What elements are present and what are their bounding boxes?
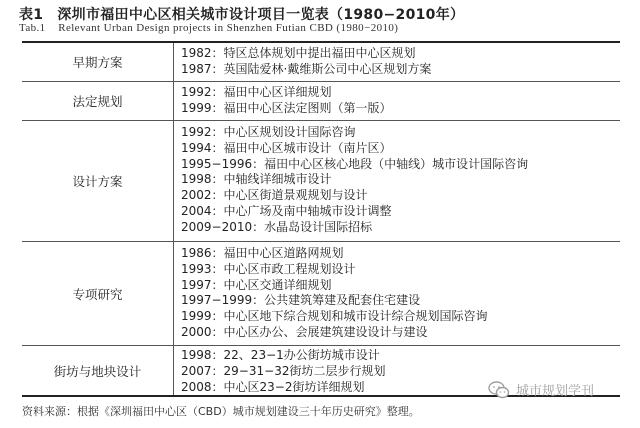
table-source-note: 资料来源：根据《深圳福田中心区（CBD）城市规划建设三十年历史研究》整理。 [22, 405, 420, 418]
list-item: 1995−1996：福田中心区核心地段（中轴线）城市设计国际咨询 [181, 156, 529, 171]
table-number: 表1 [19, 7, 44, 23]
list-item: 1997：中心区交通详细规划 [181, 277, 332, 292]
items-early-plans [181, 46, 611, 78]
list-item: 2004：中心广场及南中轴城市设计调整 [181, 203, 392, 218]
table-title-english-text: Relevant Urban Design projects in Shenzhen Futian CBD (1980−2010) [58, 22, 399, 34]
items-design-schemes [181, 125, 611, 236]
list-item: 1998：22、23−1办公街坊城市设计 [181, 348, 380, 362]
list-item: 1992：福田中心区详细规划 [181, 85, 332, 99]
list-item: 2008：中心区23−2街坊详细规划 [181, 379, 365, 394]
table-number-english: Tab.1 [19, 22, 46, 34]
watermark-text: 城市规划学刊 [516, 384, 595, 399]
list-item: 2007：29−31−32街坊二层步行规划 [181, 363, 386, 378]
category-statutory-plans: 法定规划 [72, 94, 123, 109]
category-design-schemes: 设计方案 [72, 174, 123, 189]
items-statutory-plans [181, 85, 611, 117]
list-item: 1999：福田中心区法定图则（第一版） [181, 100, 392, 115]
list-item: 1986：福田中心区道路网规划 [181, 246, 344, 260]
list-item: 1993：中心区市政工程规划设计 [181, 261, 356, 276]
category-early-plans: 早期方案 [72, 55, 123, 70]
watermark [488, 380, 594, 399]
table-title-english [19, 22, 398, 34]
list-item: 1994：福田中心区城市设计（南片区） [181, 140, 392, 155]
list-item: 2002：中心区街道景观规划与设计 [181, 188, 368, 203]
list-item: 1999：中心区地下综合规划和城市设计综合规划国际咨询 [181, 309, 488, 324]
table-title [19, 4, 464, 24]
wechat-icon [488, 381, 510, 399]
table-title-text: 深圳市福田中心区相关城市设计项目一览表（1980−2010年） [57, 7, 465, 23]
list-item: 1997−1999：公共建筑筹建及配套住宅建设 [181, 293, 421, 308]
list-item: 2000：中心区办公、会展建筑建设设计与建设 [181, 324, 428, 339]
list-item: 2009−2010：水晶岛设计国际招标 [181, 219, 373, 234]
category-special-studies: 专项研究 [72, 286, 123, 302]
list-item: 1987：英国陆爱林·戴维斯公司中心区规划方案 [181, 61, 432, 76]
list-item: 1982：特区总体规划中提出福田中心区规划 [181, 46, 416, 60]
category-block-design: 街坊与地块设计 [53, 363, 142, 379]
list-item: 1992：中心区规划设计国际咨询 [181, 125, 356, 139]
table-column-divider [173, 43, 174, 395]
list-item: 1998：中轴线详细城市设计 [181, 172, 332, 187]
items-special-studies [181, 246, 611, 341]
